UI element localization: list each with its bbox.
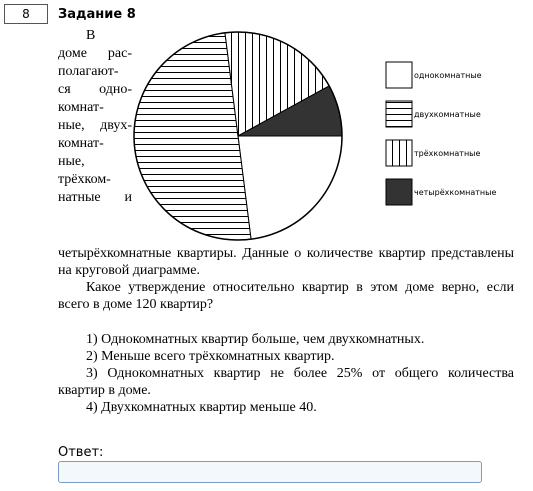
intro-line: ные, двух-: [58, 118, 132, 133]
task-body: [58, 245, 514, 416]
intro-line: полагают-: [58, 64, 119, 79]
intro-line: натные и: [58, 190, 132, 205]
question-text: Какое утверждение относительно квартир в этом доме верно, если всего в доме 120 квартир?: [58, 280, 514, 312]
intro-line: трёхком-: [58, 172, 111, 187]
option-2: 2) Меньше всего трёхкомнатных квартир.: [86, 349, 335, 364]
pie-chart: [0, 0, 533, 245]
intro-line: комнат-: [58, 136, 104, 151]
intro-line: ные,: [58, 154, 85, 169]
legend-label: однокомнатные: [414, 71, 482, 80]
intro-line: В: [86, 28, 96, 43]
chart-legend: [386, 62, 496, 205]
answer-label: Ответ:: [58, 445, 104, 460]
option-4: 4) Двухкомнатных квартир меньше 40.: [86, 400, 317, 415]
legend-swatch: [386, 140, 412, 166]
legend-label: четырёхкомнатные: [414, 188, 497, 197]
legend-swatch: [386, 62, 412, 88]
option-1: 1) Однокомнатных квартир больше, чем двухкомнатных.: [86, 332, 425, 347]
intro-line: ся одно-: [58, 82, 132, 97]
task-number: 8: [22, 7, 30, 21]
options-list: [58, 331, 514, 416]
legend-label: трёхкомнатные: [414, 149, 481, 158]
pie-group: [134, 32, 342, 240]
legend-swatch: [386, 179, 412, 205]
legend-label: двухкомнатные: [414, 110, 481, 119]
answer-input[interactable]: [58, 461, 482, 483]
legend-swatch: [386, 101, 412, 127]
intro-line: доме рас-: [58, 46, 132, 61]
option-3: 3) Однокомнатных квартир не более 25% от общего количества квартир в доме.: [58, 366, 514, 398]
intro-line: комнат-: [58, 100, 104, 115]
slice-one-room: [238, 136, 342, 239]
intro-continuation: четырёхкомнатные квартиры. Данные о количестве квартир представлены на круговой диаграмме.: [58, 246, 514, 278]
task-title: Задание 8: [58, 7, 136, 22]
